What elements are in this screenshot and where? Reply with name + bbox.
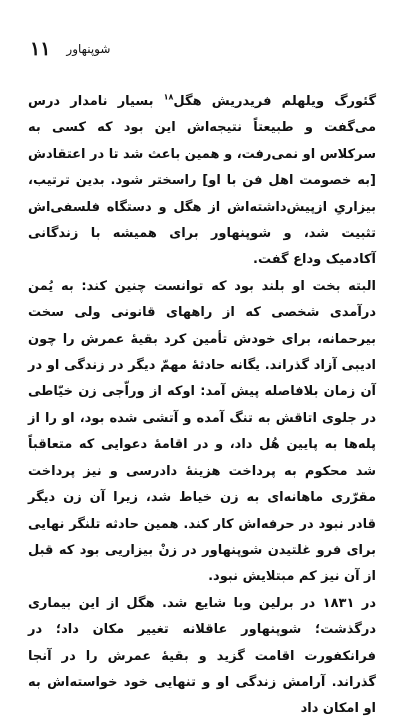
page-header [30, 36, 374, 62]
paragraph-1 [28, 89, 376, 274]
footnote-reference[interactable]: ۱۸ [163, 92, 174, 102]
page-number: ۱۱ [30, 38, 51, 60]
running-head: شوپنهاور [66, 42, 111, 56]
paragraph-3: در ۱۸۳۱ در برلین وبا شایع شد. هگل از این بیماری درگذشت؛ شوپنهاور عاقلانه تغییر مکان داد؛ در فرانکفورت اقامت گزید و بقیهٔ عمرش را در آنجا گذراند. آرامش زندگی او و تنهایی خود خواسته‌اش به او امکان داد [28, 595, 376, 717]
paragraph-1-start: گئورگ ویلهلم فریدریش هگل [173, 94, 377, 109]
paragraph-2: البته بخت او بلند بود که توانست چنین کند: به یُمن درآمدی شخصی که از راههای قانونی ولی سخت بیرحمانه، برای خودش تأمین کرد بقیهٔ عمرش را چون ادیبی آزاد گذراند. یگانه حادثهٔ مهمّ دیگر در زندگی او در آن زمان بلافاصله پیش آمد: اوکه از وراّجی زن خیّاطی در جلوی اتاقش به تنگ آمده و آتشی شده بود، او را از پله‌ها به پایین هُل داد، و در اقامهٔ دعوایی که متعاقباً شد محکوم به پرداخت هزینهٔ دادرسی و نیز پرداخت مقرّری ماهانه‌ای به زن خیاط شد، زیرا آن زن دیگر قادر نبود در حرفه‌اش کار کند. همین حادثه تلنگر نهایی برای فرو غلتیدن شوپنهاور در زنْ بیزاریی بود که قبل از آن نیز کم مبتلایش نبود. [28, 278, 376, 585]
body-text [28, 89, 376, 723]
paragraph-1-rest: بسیار نامدار درس می‌گفت و طبیعتاً نتیجه‌اش این بود که کسی به سرکلاس او نمی‌رفت، و همین باعث شد تا در اعتقادش [به خصومت اهل فن با او] راسختر شود. بدین ترتیب، بیزاریِ ازپیش‌داشته‌اش از هگل و دستگاه فلسفی‌اش تثبیت شد، و شوپنهاور برای همیشه با زندگانی آکادمیک وداع گفت. [28, 94, 376, 268]
